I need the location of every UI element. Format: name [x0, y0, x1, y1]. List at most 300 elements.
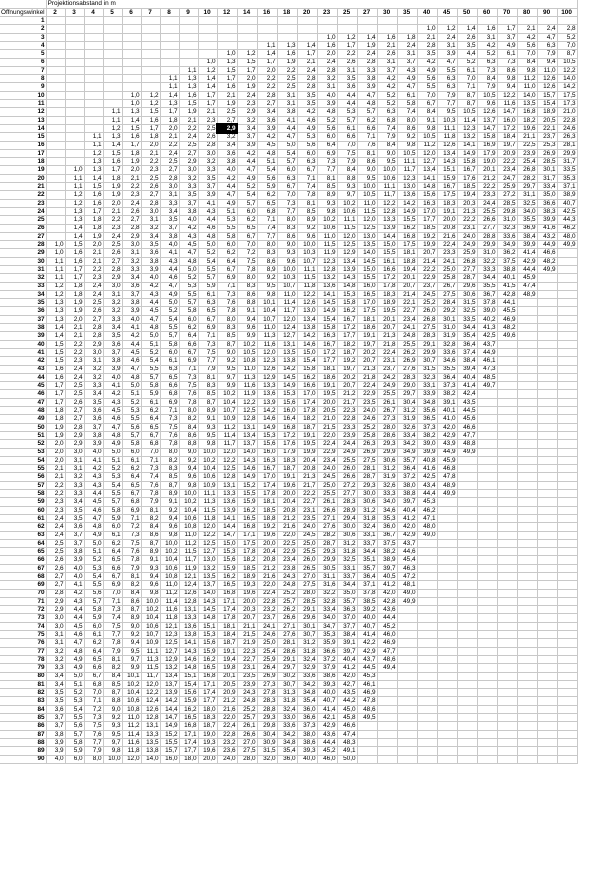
value-cell[interactable]: [377, 730, 397, 738]
value-cell[interactable]: [257, 17, 277, 25]
value-cell[interactable]: [557, 655, 577, 663]
value-cell[interactable]: 3,1: [84, 357, 103, 365]
value-cell[interactable]: 33,7: [337, 572, 357, 580]
value-cell[interactable]: 15,5: [357, 274, 377, 282]
value-cell[interactable]: 1,1: [46, 266, 65, 274]
value-cell[interactable]: [357, 25, 377, 33]
value-cell[interactable]: [437, 722, 457, 730]
value-cell[interactable]: 18,1: [317, 365, 337, 373]
value-cell[interactable]: 36,2: [497, 249, 517, 257]
value-cell[interactable]: [46, 149, 65, 157]
value-cell[interactable]: 23,9: [237, 680, 257, 688]
value-cell[interactable]: 3,7: [65, 531, 84, 539]
value-cell[interactable]: 37,3: [417, 423, 437, 431]
value-cell[interactable]: 1,4: [457, 25, 477, 33]
value-cell[interactable]: [377, 689, 397, 697]
value-cell[interactable]: 5,8: [122, 440, 141, 448]
value-cell[interactable]: 5,5: [217, 224, 237, 232]
value-cell[interactable]: [537, 539, 557, 547]
value-cell[interactable]: 3,6: [217, 149, 237, 157]
value-cell[interactable]: 1,0: [46, 249, 65, 257]
projection-distance-label[interactable]: Projektionsabstand in m: [46, 0, 160, 8]
value-cell[interactable]: 2,4: [397, 41, 417, 49]
value-cell[interactable]: 10,8: [237, 357, 257, 365]
value-cell[interactable]: 35,3: [317, 631, 337, 639]
value-cell[interactable]: 3,5: [84, 398, 103, 406]
value-cell[interactable]: 28,3: [397, 373, 417, 381]
value-cell[interactable]: 7,1: [179, 365, 198, 373]
value-cell[interactable]: 2,5: [277, 83, 297, 91]
value-cell[interactable]: 28,8: [257, 705, 277, 713]
value-cell[interactable]: 41,6: [417, 465, 437, 473]
value-cell[interactable]: 42,0: [377, 589, 397, 597]
value-cell[interactable]: [437, 738, 457, 746]
value-cell[interactable]: [457, 465, 477, 473]
value-cell[interactable]: 3,6: [257, 116, 277, 124]
value-cell[interactable]: [537, 672, 557, 680]
value-cell[interactable]: 8,4: [377, 141, 397, 149]
value-cell[interactable]: 7,7: [277, 207, 297, 215]
value-cell[interactable]: 16,2: [397, 224, 417, 232]
value-cell[interactable]: 9,8: [179, 481, 198, 489]
value-cell[interactable]: 15,9: [198, 647, 217, 655]
value-cell[interactable]: 3,5: [417, 50, 437, 58]
value-cell[interactable]: 32,8: [437, 340, 457, 348]
value-cell[interactable]: [457, 531, 477, 539]
value-cell[interactable]: 18,5: [457, 183, 477, 191]
value-cell[interactable]: 10,7: [217, 407, 237, 415]
value-cell[interactable]: 39,9: [537, 216, 557, 224]
value-cell[interactable]: 12,1: [160, 622, 179, 630]
value-cell[interactable]: 10,6: [317, 224, 337, 232]
value-cell[interactable]: 28,1: [277, 639, 297, 647]
value-cell[interactable]: [477, 490, 497, 498]
value-cell[interactable]: 22,2: [297, 490, 317, 498]
value-cell[interactable]: 11,2: [160, 589, 179, 597]
value-cell[interactable]: [517, 606, 537, 614]
value-cell[interactable]: [557, 548, 577, 556]
value-cell[interactable]: 11,8: [437, 133, 457, 141]
value-cell[interactable]: 45,3: [357, 672, 377, 680]
value-cell[interactable]: 5,7: [198, 274, 217, 282]
angle-cell[interactable]: 55: [0, 465, 46, 473]
value-cell[interactable]: 48,9: [517, 290, 537, 298]
value-cell[interactable]: 41,3: [477, 324, 497, 332]
value-cell[interactable]: 22,2: [477, 183, 497, 191]
value-cell[interactable]: 18,7: [297, 423, 317, 431]
value-cell[interactable]: 7,1: [84, 697, 103, 705]
value-cell[interactable]: 12,6: [141, 705, 160, 713]
value-cell[interactable]: 3,6: [122, 282, 141, 290]
value-cell[interactable]: 20,4: [297, 456, 317, 464]
value-cell[interactable]: [537, 423, 557, 431]
value-cell[interactable]: 7,8: [237, 266, 257, 274]
value-cell[interactable]: [457, 664, 477, 672]
value-cell[interactable]: 22,7: [237, 655, 257, 663]
value-cell[interactable]: 2,2: [103, 216, 122, 224]
value-cell[interactable]: [397, 730, 417, 738]
value-cell[interactable]: 2,4: [46, 514, 65, 522]
value-cell[interactable]: 32,2: [317, 589, 337, 597]
value-cell[interactable]: 12,4: [277, 324, 297, 332]
value-cell[interactable]: 16,8: [179, 722, 198, 730]
value-cell[interactable]: 33,5: [457, 315, 477, 323]
value-cell[interactable]: 4,8: [179, 257, 198, 265]
value-cell[interactable]: [497, 730, 517, 738]
value-cell[interactable]: [537, 506, 557, 514]
value-cell[interactable]: 1,2: [65, 199, 84, 207]
value-cell[interactable]: 7,1: [457, 83, 477, 91]
value-cell[interactable]: [477, 755, 497, 763]
value-cell[interactable]: [537, 465, 557, 473]
angle-cell[interactable]: 29: [0, 249, 46, 257]
value-cell[interactable]: 5,7: [357, 108, 377, 116]
value-cell[interactable]: 29,7: [397, 390, 417, 398]
value-cell[interactable]: 19,9: [417, 241, 437, 249]
value-cell[interactable]: 16,3: [317, 332, 337, 340]
value-cell[interactable]: 3,4: [103, 324, 122, 332]
value-cell[interactable]: 8,2: [160, 456, 179, 464]
value-cell[interactable]: [557, 382, 577, 390]
value-cell[interactable]: 16,1: [377, 257, 397, 265]
value-cell[interactable]: 10,2: [337, 199, 357, 207]
value-cell[interactable]: 5,2: [103, 465, 122, 473]
value-cell[interactable]: 29,8: [257, 722, 277, 730]
value-cell[interactable]: 16,7: [457, 166, 477, 174]
value-cell[interactable]: 12,2: [141, 689, 160, 697]
value-cell[interactable]: 35,6: [417, 407, 437, 415]
value-cell[interactable]: 7,9: [437, 91, 457, 99]
value-cell[interactable]: [417, 548, 437, 556]
value-cell[interactable]: [517, 440, 537, 448]
value-cell[interactable]: [417, 639, 437, 647]
value-cell[interactable]: 8,7: [141, 539, 160, 547]
angle-cell[interactable]: 54: [0, 456, 46, 464]
value-cell[interactable]: [65, 116, 84, 124]
value-cell[interactable]: [457, 738, 477, 746]
value-cell[interactable]: 22,4: [437, 241, 457, 249]
value-cell[interactable]: 1,3: [217, 58, 237, 66]
value-cell[interactable]: [497, 747, 517, 755]
value-cell[interactable]: 11,0: [537, 66, 557, 74]
value-cell[interactable]: 7,7: [103, 631, 122, 639]
value-cell[interactable]: 1,7: [160, 108, 179, 116]
value-cell[interactable]: [477, 523, 497, 531]
value-cell[interactable]: 9,0: [217, 348, 237, 356]
value-cell[interactable]: [317, 25, 337, 33]
value-cell[interactable]: 2,7: [217, 116, 237, 124]
value-cell[interactable]: 16,2: [297, 373, 317, 381]
angle-cell[interactable]: 68: [0, 572, 46, 580]
value-cell[interactable]: 5,2: [377, 91, 397, 99]
value-cell[interactable]: 2,6: [198, 133, 217, 141]
value-cell[interactable]: 15,4: [179, 680, 198, 688]
value-cell[interactable]: [417, 705, 437, 713]
angle-cell[interactable]: 71: [0, 597, 46, 605]
angle-cell[interactable]: 10: [0, 91, 46, 99]
value-cell[interactable]: 37,5: [497, 257, 517, 265]
value-cell[interactable]: 1,7: [337, 41, 357, 49]
angle-cell[interactable]: 59: [0, 498, 46, 506]
angle-cell[interactable]: 24: [0, 207, 46, 215]
value-cell[interactable]: [417, 572, 437, 580]
value-cell[interactable]: 47,8: [437, 473, 457, 481]
value-cell[interactable]: 5,5: [179, 290, 198, 298]
angle-cell[interactable]: 82: [0, 689, 46, 697]
value-cell[interactable]: 15,8: [317, 324, 337, 332]
value-cell[interactable]: [557, 581, 577, 589]
value-cell[interactable]: 5,2: [160, 307, 179, 315]
value-cell[interactable]: 2,5: [65, 390, 84, 398]
value-cell[interactable]: 37,3: [297, 722, 317, 730]
value-cell[interactable]: 18,9: [537, 108, 557, 116]
value-cell[interactable]: 42,7: [337, 680, 357, 688]
value-cell[interactable]: 21,6: [257, 572, 277, 580]
value-cell[interactable]: 13,5: [141, 738, 160, 746]
value-cell[interactable]: 1,6: [65, 257, 84, 265]
value-cell[interactable]: 8,2: [179, 415, 198, 423]
value-cell[interactable]: [457, 597, 477, 605]
value-cell[interactable]: 16,2: [217, 572, 237, 580]
value-cell[interactable]: [477, 423, 497, 431]
angle-cell[interactable]: 32: [0, 274, 46, 282]
value-cell[interactable]: 39,9: [517, 241, 537, 249]
value-cell[interactable]: 16,5: [179, 714, 198, 722]
value-cell[interactable]: 16,7: [317, 340, 337, 348]
value-cell[interactable]: 11,4: [122, 730, 141, 738]
value-cell[interactable]: [437, 531, 457, 539]
value-cell[interactable]: 2,3: [103, 224, 122, 232]
value-cell[interactable]: 17,5: [397, 241, 417, 249]
value-cell[interactable]: 21,4: [417, 257, 437, 265]
value-cell[interactable]: 9,5: [198, 431, 217, 439]
value-cell[interactable]: 9,0: [357, 166, 377, 174]
value-cell[interactable]: 49,0: [397, 589, 417, 597]
value-cell[interactable]: 25,5: [377, 390, 397, 398]
value-cell[interactable]: 10,4: [141, 614, 160, 622]
value-cell[interactable]: 11,8: [160, 614, 179, 622]
value-cell[interactable]: 18,0: [198, 705, 217, 713]
angle-cell[interactable]: 70: [0, 589, 46, 597]
value-cell[interactable]: 23,3: [337, 423, 357, 431]
value-cell[interactable]: 9,0: [277, 241, 297, 249]
value-cell[interactable]: [65, 41, 84, 49]
value-cell[interactable]: 3,0: [103, 282, 122, 290]
angle-cell[interactable]: 49: [0, 415, 46, 423]
value-cell[interactable]: 5,3: [217, 216, 237, 224]
value-cell[interactable]: 24,3: [277, 572, 297, 580]
value-cell[interactable]: [377, 722, 397, 730]
value-cell[interactable]: [497, 539, 517, 547]
value-cell[interactable]: [437, 514, 457, 522]
value-cell[interactable]: 1,2: [46, 290, 65, 298]
value-cell[interactable]: 3,9: [65, 556, 84, 564]
value-cell[interactable]: 2,4: [537, 25, 557, 33]
value-cell[interactable]: 28,3: [417, 332, 437, 340]
value-cell[interactable]: 7,9: [198, 365, 217, 373]
distance-header-14[interactable]: 14: [237, 8, 257, 16]
angle-cell[interactable]: 84: [0, 705, 46, 713]
value-cell[interactable]: 31,8: [277, 697, 297, 705]
value-cell[interactable]: 40,0: [317, 689, 337, 697]
value-cell[interactable]: 4,3: [160, 257, 179, 265]
value-cell[interactable]: 24,1: [257, 622, 277, 630]
value-cell[interactable]: 43,7: [357, 655, 377, 663]
distance-header-20[interactable]: 20: [297, 8, 317, 16]
value-cell[interactable]: [103, 100, 122, 108]
value-cell[interactable]: 11,8: [297, 282, 317, 290]
value-cell[interactable]: 7,8: [160, 440, 179, 448]
value-cell[interactable]: 8,7: [122, 606, 141, 614]
value-cell[interactable]: [537, 17, 557, 25]
value-cell[interactable]: 9,4: [179, 465, 198, 473]
value-cell[interactable]: 26,8: [417, 315, 437, 323]
value-cell[interactable]: 20,7: [377, 324, 397, 332]
value-cell[interactable]: 26,6: [317, 506, 337, 514]
value-cell[interactable]: 25,0: [437, 266, 457, 274]
value-cell[interactable]: 3,1: [122, 249, 141, 257]
value-cell[interactable]: 32,4: [297, 655, 317, 663]
value-cell[interactable]: 1,2: [103, 124, 122, 132]
value-cell[interactable]: [497, 589, 517, 597]
value-cell[interactable]: [517, 597, 537, 605]
value-cell[interactable]: [397, 647, 417, 655]
value-cell[interactable]: 15,1: [437, 166, 457, 174]
value-cell[interactable]: 8,4: [417, 108, 437, 116]
value-cell[interactable]: 5,7: [141, 373, 160, 381]
value-cell[interactable]: 23,2: [217, 738, 237, 746]
value-cell[interactable]: 28,0: [297, 589, 317, 597]
value-cell[interactable]: 31,6: [317, 581, 337, 589]
value-cell[interactable]: 45,2: [377, 622, 397, 630]
value-cell[interactable]: [497, 373, 517, 381]
value-cell[interactable]: 8,0: [160, 448, 179, 456]
value-cell[interactable]: [477, 705, 497, 713]
value-cell[interactable]: 6,4: [141, 415, 160, 423]
distance-header-35[interactable]: 35: [397, 8, 417, 16]
value-cell[interactable]: 3,7: [497, 33, 517, 41]
value-cell[interactable]: 14,2: [297, 332, 317, 340]
value-cell[interactable]: 15,0: [217, 539, 237, 547]
value-cell[interactable]: [537, 498, 557, 506]
value-cell[interactable]: 40,1: [497, 274, 517, 282]
value-cell[interactable]: 48,6: [357, 705, 377, 713]
value-cell[interactable]: 27,5: [417, 324, 437, 332]
value-cell[interactable]: 7,3: [84, 714, 103, 722]
value-cell[interactable]: [217, 17, 237, 25]
value-cell[interactable]: [557, 340, 577, 348]
angle-cell[interactable]: 62: [0, 523, 46, 531]
value-cell[interactable]: 19,0: [477, 158, 497, 166]
value-cell[interactable]: 10,4: [179, 506, 198, 514]
value-cell[interactable]: 3,9: [437, 50, 457, 58]
value-cell[interactable]: 5,3: [103, 473, 122, 481]
value-cell[interactable]: 13,8: [179, 631, 198, 639]
value-cell[interactable]: 14,2: [160, 697, 179, 705]
value-cell[interactable]: [417, 589, 437, 597]
value-cell[interactable]: 12,4: [141, 697, 160, 705]
value-cell[interactable]: 13,0: [297, 307, 317, 315]
angle-cell[interactable]: 6: [0, 58, 46, 66]
value-cell[interactable]: 5,2: [317, 116, 337, 124]
value-cell[interactable]: 27,0: [237, 738, 257, 746]
value-cell[interactable]: 6,2: [141, 407, 160, 415]
value-cell[interactable]: 4,4: [141, 299, 160, 307]
value-cell[interactable]: 14,1: [217, 514, 237, 522]
value-cell[interactable]: 11,6: [122, 738, 141, 746]
value-cell[interactable]: [497, 498, 517, 506]
value-cell[interactable]: 11,7: [217, 440, 237, 448]
value-cell[interactable]: 11,2: [122, 722, 141, 730]
value-cell[interactable]: 38,4: [517, 232, 537, 240]
value-cell[interactable]: [141, 41, 160, 49]
value-cell[interactable]: [457, 705, 477, 713]
value-cell[interactable]: 5,4: [103, 481, 122, 489]
value-cell[interactable]: 30,0: [357, 490, 377, 498]
value-cell[interactable]: [557, 664, 577, 672]
value-cell[interactable]: 35,7: [337, 597, 357, 605]
value-cell[interactable]: 14,8: [198, 614, 217, 622]
value-cell[interactable]: [46, 91, 65, 99]
value-cell[interactable]: 23,7: [257, 614, 277, 622]
distance-header-50[interactable]: 50: [457, 8, 477, 16]
value-cell[interactable]: 44,9: [537, 241, 557, 249]
value-cell[interactable]: [537, 390, 557, 398]
value-cell[interactable]: 6,4: [317, 141, 337, 149]
value-cell[interactable]: [497, 738, 517, 746]
value-cell[interactable]: 21,7: [337, 398, 357, 406]
value-cell[interactable]: 17,5: [437, 191, 457, 199]
value-cell[interactable]: [557, 373, 577, 381]
value-cell[interactable]: [517, 431, 537, 439]
value-cell[interactable]: 38,9: [557, 191, 577, 199]
value-cell[interactable]: [397, 714, 417, 722]
value-cell[interactable]: [477, 556, 497, 564]
value-cell[interactable]: 10,3: [277, 274, 297, 282]
value-cell[interactable]: 5,8: [217, 232, 237, 240]
value-cell[interactable]: 1,4: [257, 50, 277, 58]
value-cell[interactable]: [537, 490, 557, 498]
value-cell[interactable]: [537, 448, 557, 456]
value-cell[interactable]: 5,5: [103, 490, 122, 498]
value-cell[interactable]: [537, 614, 557, 622]
value-cell[interactable]: 4,7: [217, 191, 237, 199]
value-cell[interactable]: 4,5: [84, 498, 103, 506]
value-cell[interactable]: 5,2: [84, 556, 103, 564]
value-cell[interactable]: 18,6: [317, 373, 337, 381]
value-cell[interactable]: 1,7: [65, 266, 84, 274]
value-cell[interactable]: 4,2: [257, 133, 277, 141]
value-cell[interactable]: 1,6: [317, 41, 337, 49]
value-cell[interactable]: 15,3: [217, 548, 237, 556]
value-cell[interactable]: [537, 589, 557, 597]
value-cell[interactable]: [497, 448, 517, 456]
angle-cell[interactable]: 60: [0, 506, 46, 514]
value-cell[interactable]: 3,8: [122, 299, 141, 307]
value-cell[interactable]: [517, 307, 537, 315]
value-cell[interactable]: 23,9: [517, 149, 537, 157]
value-cell[interactable]: 13,6: [257, 390, 277, 398]
value-cell[interactable]: 10,6: [122, 697, 141, 705]
value-cell[interactable]: 1,1: [46, 274, 65, 282]
value-cell[interactable]: 9,6: [477, 100, 497, 108]
value-cell[interactable]: 13,0: [397, 183, 417, 191]
value-cell[interactable]: 24,5: [317, 473, 337, 481]
value-cell[interactable]: 6,0: [84, 622, 103, 630]
value-cell[interactable]: 42,5: [477, 332, 497, 340]
value-cell[interactable]: 9,2: [257, 274, 277, 282]
value-cell[interactable]: [357, 17, 377, 25]
